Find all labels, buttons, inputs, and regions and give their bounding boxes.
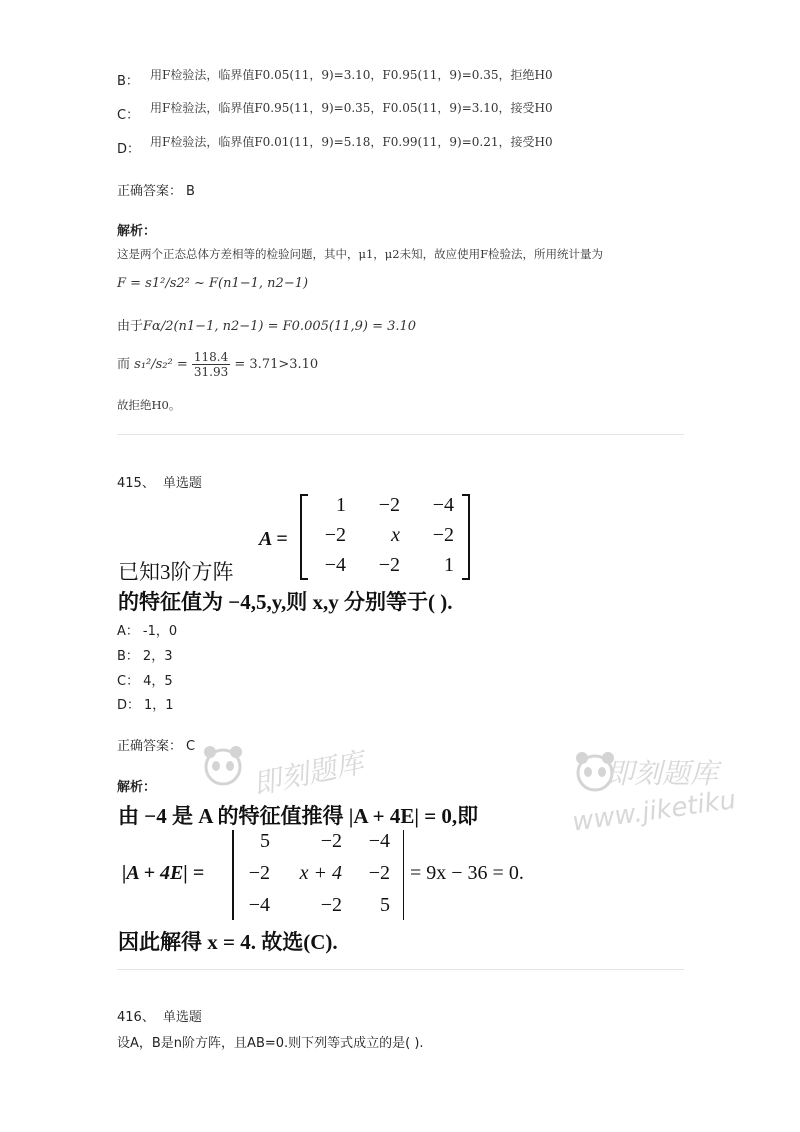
solution-line-3: 因此解得 x = 4. 故选(C).	[118, 930, 338, 954]
option-text: 4，5	[143, 674, 173, 689]
question-stem-prefix: 已知3阶方阵	[118, 560, 234, 584]
formula-statistic: F = s1²/s2² ~ F(n1−1, n2−1)	[117, 276, 309, 291]
option-c[interactable]	[117, 670, 173, 689]
observed-numerator: 118.4	[193, 350, 229, 364]
formula-critical	[117, 315, 416, 334]
option-b[interactable]	[117, 645, 172, 664]
option-label: A：	[117, 624, 139, 639]
determinant-result: = 9x − 36 = 0.	[410, 862, 524, 884]
question-number: 416、	[117, 1010, 155, 1025]
option-c-text: 用F检验法，临界值F0.95(11，9)=0.35，F0.05(11，9)=3.10，接受H0	[150, 101, 553, 115]
matrix-cell: −2	[378, 554, 400, 576]
correct-answer	[117, 735, 195, 754]
correct-answer	[117, 180, 195, 199]
analysis-label: 解析：	[117, 780, 157, 795]
determinant-cell: 5	[380, 894, 390, 916]
question-type: 单选题	[162, 476, 202, 491]
formula-critical-prefix: 由于	[117, 319, 144, 334]
correct-answer-label: 正确答案：	[117, 739, 183, 754]
determinant-cell: −4	[248, 894, 270, 916]
option-d-label: D：	[117, 142, 141, 157]
question-header-415	[117, 472, 202, 491]
analysis-text: 这是两个正态总体方差相等的检验问题，其中，μ1，μ2未知，故应使用F检验法，所用统计量为	[117, 247, 604, 261]
observed-denominator: 31.93	[193, 365, 229, 379]
determinant-bar-right	[403, 830, 405, 920]
matrix-cell: 1	[336, 494, 346, 516]
question-type: 单选题	[162, 1010, 202, 1025]
observed-fraction	[192, 350, 230, 379]
matrix-bracket-right	[462, 494, 470, 580]
watermark-brand: 即刻题库	[606, 757, 719, 790]
matrix-cell: −2	[432, 524, 454, 546]
watermark-brand: 即刻题库	[250, 745, 367, 802]
option-label: C：	[117, 674, 140, 689]
matrix-cell: −2	[378, 494, 400, 516]
analysis-label: 解析：	[117, 224, 157, 239]
observed-result: = 3.71>3.10	[234, 357, 319, 372]
formula-critical-body: Fα/2(n1−1, n2−1) = F0.005(11,9) = 3.10	[143, 319, 417, 334]
option-label: D：	[117, 698, 141, 713]
conclusion-text: 故拒绝H0。	[117, 398, 181, 412]
divider	[117, 434, 684, 435]
option-a[interactable]	[117, 620, 177, 639]
option-text: 1，1	[144, 698, 174, 713]
option-label: B：	[117, 649, 139, 664]
determinant-cell: −2	[320, 894, 342, 916]
correct-answer-value: C	[186, 739, 196, 754]
question-number: 415、	[117, 476, 155, 491]
determinant	[232, 830, 404, 922]
matrix-a	[300, 494, 470, 580]
formula-observed: 而 s₁²/s₂² = $\frac{118.4}{31.93}$ = 3.71>3.10	[117, 350, 319, 379]
determinant-cell: −2	[248, 862, 270, 884]
matrix-cell: −4	[432, 494, 454, 516]
matrix-cell: −2	[324, 524, 346, 546]
correct-answer-value: B	[186, 184, 195, 199]
determinant-cell: 5	[260, 830, 270, 852]
matrix-cell: x	[391, 524, 400, 546]
determinant-cell: x + 4	[299, 862, 342, 884]
option-d-text: 用F检验法，临界值F0.01(11，9)=5.18，F0.99(11，9)=0.21，接受H0	[150, 135, 553, 149]
panda-logo-icon	[200, 742, 246, 788]
option-c-label: C：	[117, 108, 140, 123]
matrix-cell: −4	[324, 554, 346, 576]
matrix-label: A =	[259, 528, 288, 550]
divider	[117, 969, 684, 970]
determinant-label: |A + 4E| =	[122, 862, 205, 884]
solution-line-1: 由 −4 是 A 的特征值推得 |A + 4E| = 0,即	[118, 804, 479, 828]
correct-answer-label: 正确答案：	[117, 184, 183, 199]
determinant-cell: −2	[368, 862, 390, 884]
option-b-text: 用F检验法，临界值F0.05(11，9)=3.10，F0.95(11，9)=0.35，拒绝H0	[150, 68, 553, 82]
option-text: 2，3	[142, 649, 173, 664]
option-d[interactable]	[117, 694, 174, 713]
determinant-cell: −4	[368, 830, 390, 852]
determinant-cell: −2	[320, 830, 342, 852]
formula-observed-prefix: 而	[117, 357, 131, 372]
option-text: -1，0	[142, 624, 178, 639]
matrix-cell: 1	[444, 554, 454, 576]
question-stem-suffix: 的特征值为 −4,5,y,则 x,y 分别等于( ).	[118, 590, 453, 614]
question-stem: 设A，B是n阶方阵，且AB=0.则下列等式成立的是( ).	[117, 1036, 424, 1051]
option-b-label: B：	[117, 74, 139, 89]
watermark-url: www.jiketiku	[570, 784, 738, 838]
question-header-416	[117, 1006, 202, 1025]
